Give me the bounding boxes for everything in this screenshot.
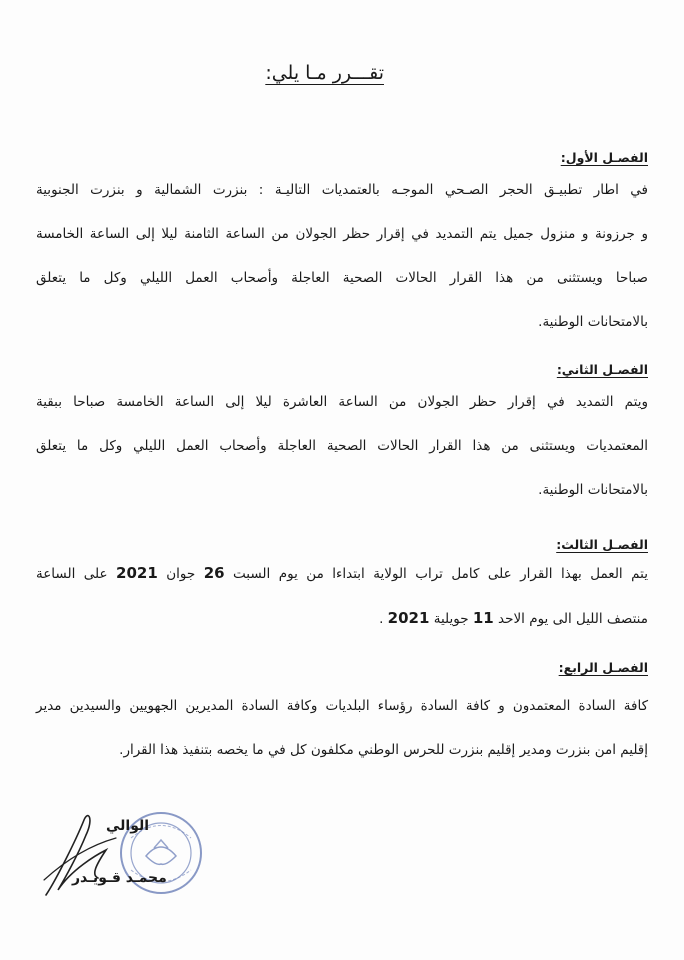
document-heading: تقـــرر مـا يلي: bbox=[265, 62, 384, 84]
section-2-line-2: المعتمديات ويستثنى من هذا القرار الحالات الصحية العاجلة وأصحاب العمل الليلي وكل ما يتعلق bbox=[36, 438, 648, 454]
signatory-title: الوالي bbox=[106, 818, 150, 834]
section-1-body bbox=[36, 168, 648, 344]
section-3-start-month: جوان bbox=[166, 566, 196, 582]
section-1-title: الفصـل الأول: bbox=[560, 150, 648, 165]
section-3-start-year: 2021 bbox=[116, 564, 158, 582]
section-3-line-1-part-a: يتم العمل بهذا القرار على كامل تراب الولاية ابتداءا من يوم السبت bbox=[233, 566, 648, 582]
section-4-line-2: إقليم امن بنزرت ومدير إقليم بنزرت للحرس الوطني مكلفون كل في ما يخصه بتنفيذ هذا القرار. bbox=[119, 742, 648, 758]
section-2-line-3: بالامتحانات الوطنية. bbox=[538, 482, 648, 498]
section-4-line-1: كافة السادة المعتمدون و كافة السادة رؤساء البلديات وكافة السادة المديرين الجهويين والسيدين مدير bbox=[36, 698, 648, 714]
section-3-line-1-part-c: على الساعة bbox=[36, 566, 108, 582]
section-3-end-month: جويلية bbox=[433, 611, 469, 627]
section-3-line-1 bbox=[36, 551, 648, 596]
section-1-line-3: صباحا ويستثنى من هذا القرار الحالات الصحية العاجلة وأصحاب العمل الليلي وكل ما يتعلق bbox=[36, 270, 648, 286]
section-1-line-2: و جرزونة و منزول جميل يتم التمديد في إقرار حظر الجولان من الساعة الثامنة ليلا إلى الساعة الخامسة bbox=[36, 226, 648, 242]
section-3-line-2-part-a: منتصف الليل الى يوم الاحد bbox=[498, 611, 648, 627]
section-3-start-day: 26 bbox=[203, 564, 225, 582]
section-4-body bbox=[36, 684, 648, 772]
section-3-end-year: 2021 bbox=[387, 609, 430, 627]
section-1-line-1: في اطار تطبيـق الحجر الصـحي الموجـه بالعتمديات التاليـة : بنزرت الشمالية و بنزرت الجنوبية bbox=[36, 182, 648, 198]
section-3-title: الفصـل الثالث: bbox=[556, 537, 648, 552]
section-3-body bbox=[36, 551, 648, 641]
section-3-line-2 bbox=[36, 596, 648, 641]
signatory-name: محمـد قـويـدر bbox=[72, 870, 167, 886]
section-4-title: الفصـل الرابع: bbox=[558, 660, 648, 675]
section-2-body bbox=[36, 380, 648, 512]
section-1-line-4: بالامتحانات الوطنية. bbox=[538, 314, 648, 330]
section-2-title: الفصـل الثاني: bbox=[556, 362, 648, 377]
section-3-end-day: 11 bbox=[472, 609, 494, 627]
section-2-line-1: ويتم التمديد في إقرار حظر الجولان من الساعة العاشرة ليلا إلى الساعة الخامسة صباحا ببقية bbox=[36, 394, 648, 410]
section-3-line-2-part-c: . bbox=[379, 611, 384, 627]
signature-block bbox=[36, 808, 186, 908]
